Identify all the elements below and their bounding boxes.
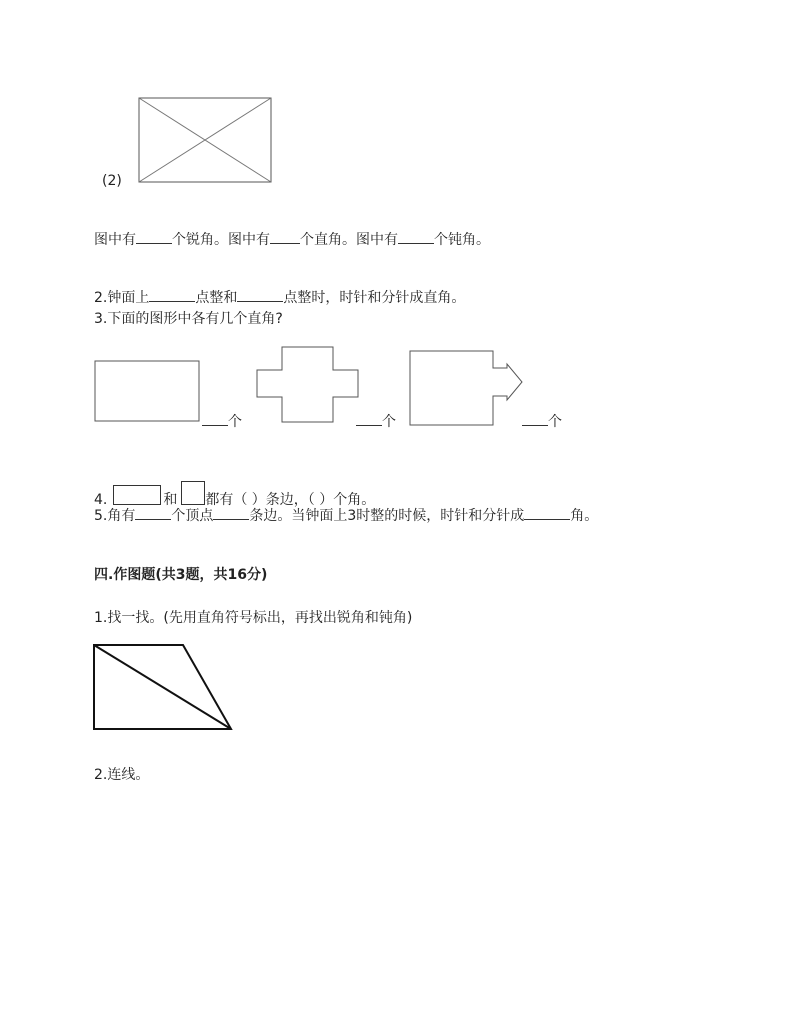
- answer-blank[interactable]: [202, 412, 228, 426]
- text: 4.: [94, 492, 108, 508]
- question-angle-count: [94, 230, 490, 249]
- text: 个钝角。: [434, 232, 490, 248]
- text: 个顶点: [171, 508, 214, 524]
- text: 都有（ ）条边，（ ）个角。: [205, 492, 376, 508]
- diagonal-line: [94, 645, 231, 729]
- unit-label: 个: [228, 414, 242, 430]
- answer-blank[interactable]: [237, 288, 283, 302]
- question-5: [94, 506, 598, 525]
- question-3: 3.下面的图形中各有几个直角?: [94, 311, 283, 327]
- section4-question-2: 2.连线。: [94, 767, 150, 783]
- text: 条边。当钟面上3时整的时候，时针和分针成: [249, 508, 525, 524]
- rectangle-shape: [94, 360, 202, 424]
- cross-shape: [256, 346, 360, 424]
- answer-blank[interactable]: [524, 506, 570, 520]
- text: 图中有: [94, 232, 136, 248]
- text: 角。: [570, 508, 599, 524]
- answer-count-3: [522, 412, 562, 431]
- text: 点整时，时针和分针成直角。: [283, 290, 466, 306]
- text: 和: [163, 492, 178, 508]
- answer-blank[interactable]: [270, 230, 300, 244]
- arrow-shape: [409, 350, 525, 428]
- text: 点整和: [195, 290, 238, 306]
- answer-blank[interactable]: [356, 412, 382, 426]
- rectangle-glyph: [113, 485, 161, 505]
- question-2: [94, 288, 465, 307]
- unit-label: 个: [548, 414, 562, 430]
- answer-count-1: [202, 412, 242, 431]
- text: 个锐角。图中有: [172, 232, 270, 248]
- text: 5.角有: [94, 508, 136, 524]
- answer-blank[interactable]: [149, 288, 195, 302]
- answer-blank[interactable]: [522, 412, 548, 426]
- rectangle-with-diagonals-figure: [138, 97, 274, 185]
- question-4: [94, 481, 375, 509]
- section4-question-1: 1.找一找。(先用直角符号标出，再找出锐角和钝角): [94, 610, 413, 626]
- square-glyph: [181, 481, 205, 505]
- text: 2.钟面上: [94, 290, 150, 306]
- answer-count-2: [356, 412, 396, 431]
- section-heading: 四.作图题(共3题，共16分): [94, 567, 268, 583]
- answer-blank[interactable]: [213, 506, 249, 520]
- answer-blank[interactable]: [398, 230, 434, 244]
- answer-blank[interactable]: [135, 506, 171, 520]
- answer-blank[interactable]: [136, 230, 172, 244]
- unit-label: 个: [382, 414, 396, 430]
- trapezoid-with-diagonal-figure: [93, 644, 235, 732]
- text: 个直角。图中有: [300, 232, 398, 248]
- figure-label: (2): [102, 173, 122, 189]
